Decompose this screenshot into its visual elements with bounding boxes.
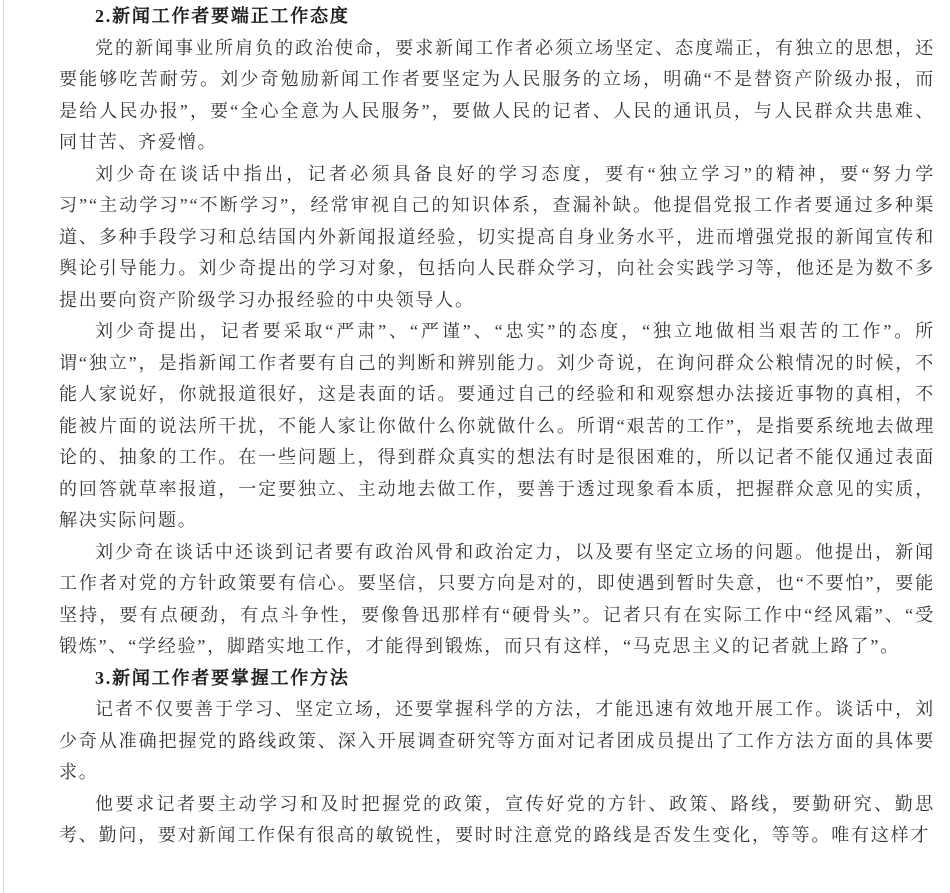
body-paragraph: 他要求记者要主动学习和及时把握党的政策，宣传好党的方针、政策、路线，要勤研究、勤思考、勤问，要对新闻工作保有很高的敏锐性，要时时注意党的路线是否发生变化，等等。唯有这样才: [59, 793, 935, 845]
article-body: [59, 1, 935, 852]
section-heading-work-attitude: 2.新闻工作者要端正工作态度: [95, 6, 350, 26]
body-paragraph: 党的新闻事业所肩负的政治使命，要求新闻工作者必须立场坚定、态度端正，有独立的思想，还要能够吃苦耐劳。刘少奇勉励新闻工作者要坚定为人民服务的立场，明确“不是替资产阶级办报，而是给人民办报”，要“全心全意为人民服务”，要做人民的记者、人民的通讯员，与人民群众共患难、同甘苦、齐爱憎。: [59, 37, 935, 152]
content-left-border: [3, 0, 4, 893]
section-heading-work-method: 3.新闻工作者要掌握工作方法: [95, 667, 350, 688]
body-paragraph: 记者不仅要善于学习、坚定立场，还要掌握科学的方法，才能迅速有效地开展工作。谈话中，刘少奇从准确把握党的路线政策、深入开展调查研究等方面对记者团成员提出了工作方法方面的具体要求。: [59, 699, 935, 782]
body-paragraph: 刘少奇在谈话中还谈到记者要有政治风骨和政治定力，以及要有坚定立场的问题。他提出，新闻工作者对党的方针政策要有信心。要坚信，只要方向是对的，即使遇到暂时失意，也“不要怕”，要能坚持，要有点硬劲，有点斗争性，要像鲁迅那样有“硬骨头”。记者只有在实际工作中“经风霜”、“受锻炼”、“学经验”，脚踏实地工作，才能得到锻炼，而只有这样，“马克思主义的记者就上路了”。: [59, 541, 935, 656]
body-paragraph: 刘少奇在谈话中指出，记者必须具备良好的学习态度，要有“独立学习”的精神，要“努力学习”“主动学习”“不断学习”，经常审视自己的知识体系，查漏补缺。他提倡党报工作者要通过多种渠道、多种手段学习和总结国内外新闻报道经验，切实提高自身业务水平，进而增强党报的新闻宣传和舆论引导能力。刘少奇提出的学习对象，包括向人民群众学习，向社会实践学习等，他还是为数不多提出要向资产阶级学习办报经验的中央领导人。: [59, 163, 935, 310]
body-paragraph: 刘少奇提出，记者要采取“严肃”、“严谨”、“忠实”的态度，“独立地做相当艰苦的工作”。所谓“独立”，是指新闻工作者要有自己的判断和辨别能力。刘少奇说，在询问群众公粮情况的时候，不能人家说好，你就报道很好，这是表面的话。要通过自己的经验和和观察想办法接近事物的真相，不能被片面的说法所干扰，不能人家让你做什么你就做什么。所谓“艰苦的工作”，是指要系统地去做理论的、抽象的工作。在一些问题上，得到群众真实的想法有时是很困难的，所以记者不能仅通过表面的回答就草率报道，一定要独立、主动地去做工作，要善于透过现象看本质，把握群众意见的实质，解决实际问题。: [59, 321, 935, 530]
